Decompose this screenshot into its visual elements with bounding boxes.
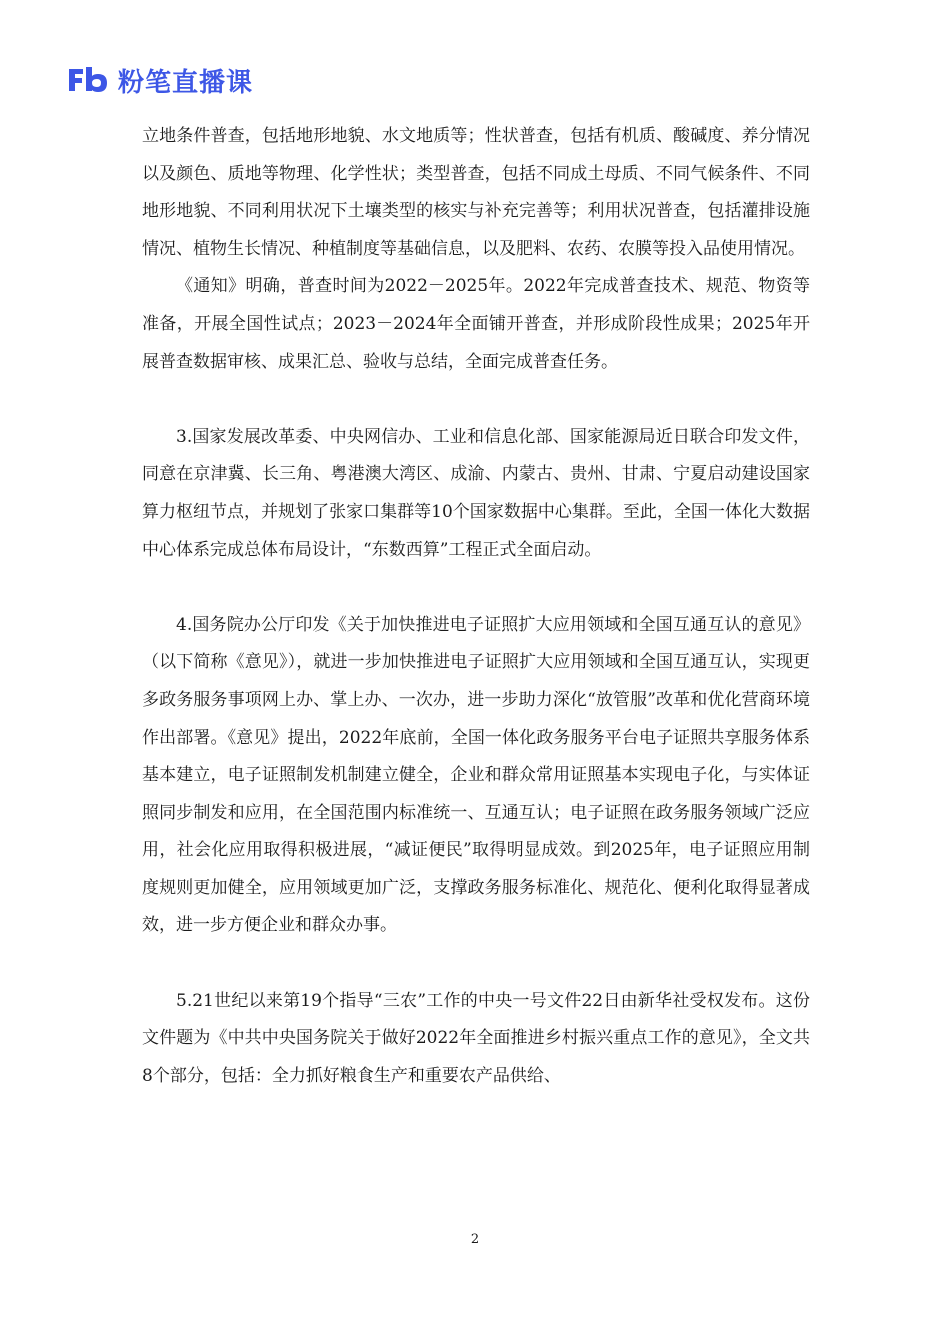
paragraph-gap [142,569,810,607]
fb-logo-icon [66,65,110,95]
paragraph-soil-survey-details: 立地条件普查，包括地形地貌、水文地质等；性状普查，包括有机质、酸碱度、养分情况以及颜色、质地等物理、化学性状；类型普查，包括不同成土母质、不同气候条件、不同地形地貌、不同利用状况下土壤类型的核实与补充完善等；利用状况普查，包括灌排设施情况、植物生长情况、种植制度等基础信息，以及肥料、农药、农膜等投入品使用情况。 [142,126,810,259]
page-number: 2 [470,1232,480,1247]
paragraph-survey-timeline: 《通知》明确，普查时间为2022－2025年。2022年完成普查技术、规范、物资等准备，开展全国性试点；2023－2024年全面铺开普查，并形成阶段性成果；2025年开展普查数据审核、成果汇总、验收与总结，全面完成普查任务。 [142,276,810,372]
paragraph-gap [142,381,810,419]
paragraph-item-4: 4.国务院办公厅印发《关于加快推进电子证照扩大应用领域和全国互通互认的意见》（以下简称《意见》），就进一步加快推进电子证照扩大应用领域和全国互通互认，实现更多政务服务事项网上办、掌上办、一次办，进一步助力深化“放管服”改革和优化营商环境作出部署。《意见》提出，2022年底前，全国一体化政务服务平台电子证照共享服务体系基本建立，电子证照制发机制建立健全，企业和群众常用证照基本实现电子化，与实体证照同步制发和应用，在全国范围内标准统一、互通互认；电子证照在政务服务领域广泛应用，社会化应用取得积极进展，“减证便民”取得明显成效。到2025年，电子证照应用制度规则更加健全，应用领域更加广泛，支撑政务服务标准化、规范化、便利化取得显著成效，进一步方便企业和群众办事。 [142,614,810,936]
logo-text: 粉笔直播课 [118,67,254,98]
document-body [142,118,810,1095]
paragraph-item-5: 5.21世纪以来第19个指导“三农”工作的中央一号文件22日由新华社受权发布。这份文件题为《中共中央国务院关于做好2022年全面推进乡村振兴重点工作的意见》，全文共8个部分，包括：全力抓好粮食生产和重要农产品供给、 [142,990,810,1086]
paragraph-gap [142,945,810,983]
paragraph-item-3: 3.国家发展改革委、中央网信办、工业和信息化部、国家能源局近日联合印发文件，同意在京津冀、长三角、粤港澳大湾区、成渝、内蒙古、贵州、甘肃、宁夏启动建设国家算力枢纽节点，并规划了张家口集群等10个国家数据中心集群。至此，全国一体化大数据中心体系完成总体布局设计，“东数西算”工程正式全面启动。 [142,426,810,560]
brand-logo [66,60,253,100]
